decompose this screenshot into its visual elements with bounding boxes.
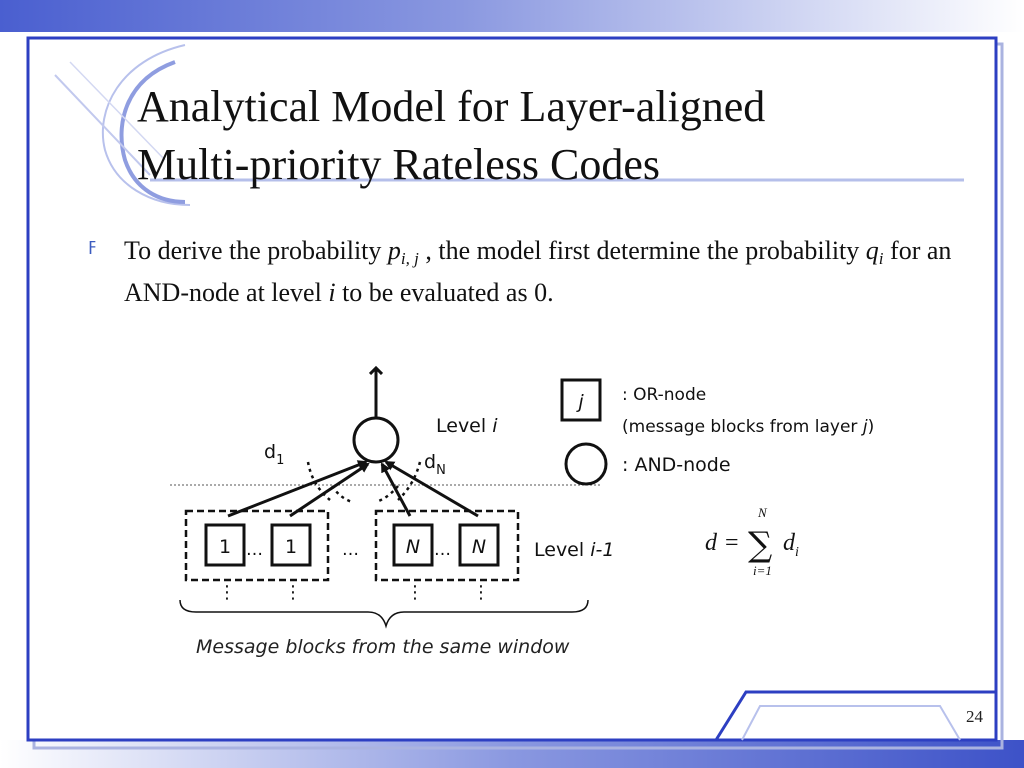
legend-or-node-text: : OR-node [622, 385, 707, 405]
vertical-dots: ⋮ [472, 582, 490, 603]
level-i-text: Level [436, 415, 493, 437]
dN-subscript: N [436, 463, 446, 478]
d1-degree-arc [332, 486, 352, 502]
edge-to-and-node [382, 464, 410, 516]
d1-subscript: 1 [276, 453, 285, 468]
page-number: 24 [966, 707, 983, 726]
level-i-var: i [492, 415, 498, 437]
ellipsis-in-group: … [434, 540, 451, 560]
q-variable: q [865, 236, 879, 265]
legend-or-desc-text: (message blocks from layer [622, 417, 863, 437]
or-node-label: N [405, 536, 421, 558]
d1-base: d [264, 441, 277, 463]
formula-sigma: ∑ [748, 525, 773, 565]
legend-or-node-symbol: j [578, 391, 584, 413]
vertical-dots: ⋮ [218, 582, 236, 603]
formula-lhs: d [705, 530, 717, 556]
level-i-label [436, 415, 498, 437]
level-i-minus-1-text: Level [534, 539, 591, 561]
or-node-label: 1 [284, 536, 298, 558]
level-i-minus-1-label [534, 539, 614, 561]
and-node-level-i [354, 418, 398, 462]
vertical-dots: ⋮ [406, 582, 424, 603]
formula-term [783, 530, 799, 560]
formula-term-subscript: i [795, 545, 799, 560]
p-variable: p [387, 236, 401, 265]
formula-upper-limit: N [758, 505, 767, 520]
legend-or-node-description [622, 417, 874, 437]
or-node-label: 1 [218, 536, 232, 558]
dN-label [424, 451, 446, 478]
dN-base: d [424, 451, 437, 473]
slide-title-line-1: Analytical Model for Layer-aligned [137, 82, 766, 131]
ellipsis-between-groups: … [342, 540, 359, 560]
ellipsis-in-group: … [246, 540, 263, 560]
edge-to-and-node [290, 464, 368, 516]
legend-and-node-circle [566, 444, 606, 484]
bullet-text-part: for an AND-node at level [124, 236, 952, 307]
edge-to-and-node [228, 462, 366, 516]
or-node-label: N [471, 536, 487, 558]
level-i-minus-1-var: i-1 [590, 539, 615, 561]
i-variable: i [328, 278, 336, 307]
legend-or-desc-end: ) [867, 417, 875, 437]
p-subscript: i, j [400, 249, 419, 268]
legend-and-node-text: : AND-node [622, 454, 731, 476]
diagram-caption: Message blocks from the same window [196, 636, 570, 658]
q-subscript: i [878, 249, 884, 268]
bullet-text-part: To derive the probability [124, 236, 388, 265]
vertical-dots: ⋮ [284, 582, 302, 603]
formula-equals: = [725, 530, 739, 556]
legend-or-desc-var: j [862, 417, 868, 437]
formula-term-base: d [783, 530, 795, 556]
bullet-marker: ߓ [88, 238, 96, 259]
bullet-text-part: , the model first determine the probability [418, 236, 866, 265]
d1-label [264, 441, 284, 468]
slide-title-line-2: Multi-priority Rateless Codes [137, 140, 661, 189]
curly-brace [180, 600, 588, 626]
formula-lower-limit: i=1 [753, 563, 772, 578]
bullet-text-part: to be evaluated as 0. [335, 278, 554, 307]
